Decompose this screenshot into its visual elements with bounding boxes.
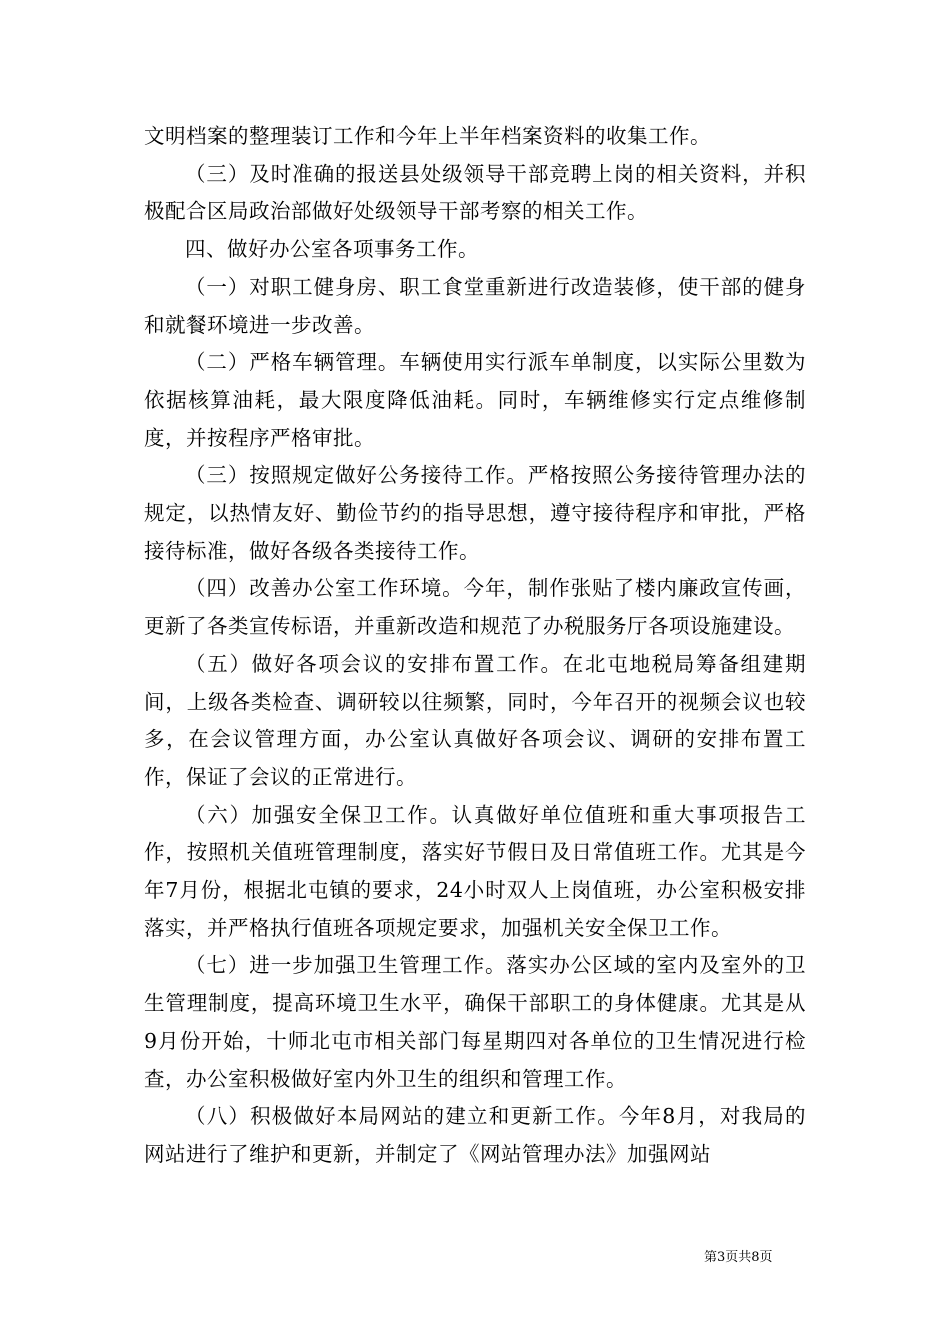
paragraph-10: （七）进一步加强卫生管理工作。落实办公区域的室内及室外的卫生管理制度，提高环境卫生水平，确保干部职工的身体健康。尤其是从9月份开始，十师北屯市相关部门每星期四对各单位的卫生情况进行检查，办公室积极做好室内外卫生的组织和管理工作。 xyxy=(144,953,806,1091)
paragraph-2: （三）及时准确的报送县处级领导干部竞聘上岗的相关资料，并积极配合区局政治部做好处级领导干部考察的相关工作。 xyxy=(144,161,806,224)
paragraph-4: （一）对职工健身房、职工食堂重新进行改造装修，使干部的健身和就餐环境进一步改善。 xyxy=(144,274,806,337)
page-number-footer: 第3页共8页 xyxy=(704,1250,773,1265)
paragraph-3: 四、做好办公室各项事务工作。 xyxy=(185,237,479,262)
document-body xyxy=(144,118,806,1174)
paragraph-5: （二）严格车辆管理。车辆使用实行派车单制度，以实际公里数为依据核算油耗，最大限度降低油耗。同时，车辆维修实行定点维修制度，并按程序严格审批。 xyxy=(144,350,806,450)
paragraph-8: （五）做好各项会议的安排布置工作。在北屯地税局筹备组建期间，上级各类检查、调研较以往频繁，同时，今年召开的视频会议也较多，在会议管理方面，办公室认真做好各项会议、调研的安排布置工作，保证了会议的正常进行。 xyxy=(144,651,806,789)
paragraph-1: 文明档案的整理装订工作和今年上半年档案资料的收集工作。 xyxy=(144,124,711,148)
paragraph-7: （四）改善办公室工作环境。今年，制作张贴了楼内廉政宣传画，更新了各类宣传标语，并重新改造和规范了办税服务厅各项设施建设。 xyxy=(144,576,806,639)
paragraph-9: （六）加强安全保卫工作。认真做好单位值班和重大事项报告工作，按照机关值班管理制度，落实好节假日及日常值班工作。尤其是今年7月份，根据北屯镇的要求，24小时双人上岗值班，办公室积极安排落实，并严格执行值班各项规定要求，加强机关安全保卫工作。 xyxy=(144,802,806,940)
paragraph-11: （八）积极做好本局网站的建立和更新工作。今年8月，对我局的网站进行了维护和更新，并制定了《网站管理办法》加强网站 xyxy=(144,1104,806,1166)
paragraph-6: （三）按照规定做好公务接待工作。严格按照公务接待管理办法的规定，以热情友好、勤俭节约的指导思想，遵守接待程序和审批，严格接待标准，做好各级各类接待工作。 xyxy=(144,463,806,563)
